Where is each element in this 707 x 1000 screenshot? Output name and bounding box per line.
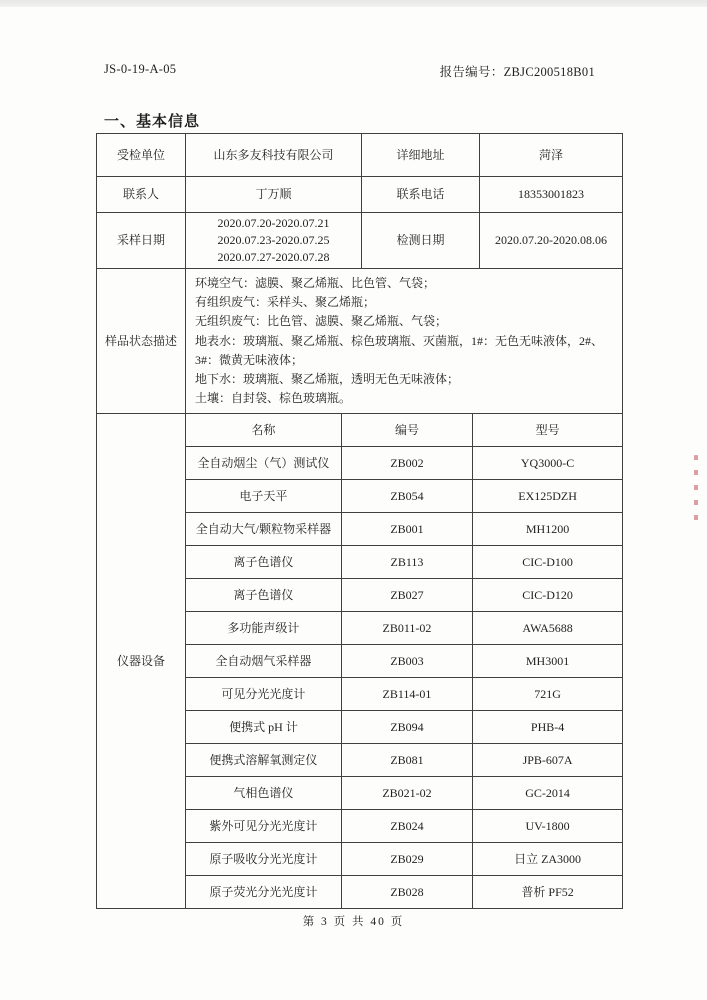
equipment-code-cell: ZB094 bbox=[341, 710, 472, 743]
column-header-code: 编号 bbox=[341, 414, 472, 446]
equipment-model-cell: AWA5688 bbox=[473, 611, 622, 644]
equipment-table-cell bbox=[186, 414, 623, 909]
equipment-model-cell: MH1200 bbox=[473, 512, 622, 545]
equipment-name-cell: 全自动大气/颗粒物采样器 bbox=[186, 512, 341, 545]
table-row bbox=[97, 269, 623, 414]
equipment-name-cell: 全自动烟尘（气）测试仪 bbox=[186, 446, 341, 479]
sample-status-line: 土壤：自封袋、棕色玻璃瓶。 bbox=[195, 391, 352, 406]
equipment-row bbox=[186, 842, 622, 875]
sampling-date-line: 2020.07.27-2020.07.28 bbox=[217, 250, 330, 265]
equipment-table bbox=[186, 414, 622, 908]
equipment-row bbox=[186, 611, 622, 644]
column-header-model: 型号 bbox=[473, 414, 622, 446]
sample-status-line: 无组织废气：比色管、滤膜、聚乙烯瓶、气袋； bbox=[195, 314, 448, 329]
equipment-name-cell: 原子吸收分光光度计 bbox=[186, 842, 341, 875]
row-label: 详细地址 bbox=[362, 134, 480, 177]
equipment-row bbox=[186, 809, 622, 842]
equipment-name-cell: 离子色谱仪 bbox=[186, 578, 341, 611]
sampling-date-line: 2020.07.20-2020.07.21 bbox=[217, 216, 330, 230]
column-header-name: 名称 bbox=[186, 414, 341, 446]
sample-status-line: 环境空气：滤膜、聚乙烯瓶、比色管、气袋； bbox=[195, 276, 436, 291]
equipment-model-cell: UV-1800 bbox=[473, 809, 622, 842]
equipment-model-cell: PHB-4 bbox=[473, 710, 622, 743]
equipment-model-cell: GC-2014 bbox=[473, 776, 622, 809]
document-header bbox=[104, 62, 595, 80]
equipment-row bbox=[186, 545, 622, 578]
sample-status-line: 有组织废气：采样头、聚乙烯瓶； bbox=[195, 295, 376, 310]
contact-name-value: 丁万顺 bbox=[186, 177, 362, 213]
equipment-name-cell: 全自动烟气采样器 bbox=[186, 644, 341, 677]
equipment-name-cell: 便携式 pH 计 bbox=[186, 710, 341, 743]
equipment-code-cell: ZB054 bbox=[341, 479, 472, 512]
equipment-row bbox=[186, 446, 622, 479]
row-label: 联系人 bbox=[97, 177, 186, 213]
equipment-name-cell: 便携式溶解氧测定仪 bbox=[186, 743, 341, 776]
equipment-model-cell: 721G bbox=[473, 677, 622, 710]
equipment-model-cell: EX125DZH bbox=[473, 479, 622, 512]
equipment-code-cell: ZB024 bbox=[341, 809, 472, 842]
address-value: 菏泽 bbox=[480, 134, 623, 177]
table-row bbox=[97, 213, 623, 269]
equipment-row bbox=[186, 479, 622, 512]
equipment-row bbox=[186, 776, 622, 809]
sampling-date-line: 2020.07.23-2020.07.25 bbox=[217, 233, 330, 248]
row-label: 受检单位 bbox=[97, 134, 186, 177]
equipment-code-cell: ZB081 bbox=[341, 743, 472, 776]
table-row bbox=[97, 414, 623, 909]
row-label: 联系电话 bbox=[362, 177, 480, 213]
row-label: 仪器设备 bbox=[97, 414, 186, 909]
red-stamp-edge-artifact bbox=[694, 455, 698, 527]
page-number: 第 3 页 共 40 页 bbox=[302, 916, 405, 928]
equipment-model-cell: 普析 PF52 bbox=[473, 875, 622, 908]
equipment-model-cell: 日立 ZA3000 bbox=[473, 842, 622, 875]
equipment-name-cell: 原子荧光分光光度计 bbox=[186, 875, 341, 908]
equipment-code-cell: ZB028 bbox=[341, 875, 472, 908]
equipment-code-cell: ZB114-01 bbox=[341, 677, 472, 710]
equipment-model-cell: CIC-D120 bbox=[473, 578, 622, 611]
equipment-code-cell: ZB003 bbox=[341, 644, 472, 677]
equipment-code-cell: ZB001 bbox=[341, 512, 472, 545]
equipment-row bbox=[186, 710, 622, 743]
basic-info-table bbox=[96, 133, 623, 909]
sampling-dates-value bbox=[186, 213, 362, 269]
report-number: 报告编号：ZBJC200518B01 bbox=[439, 65, 595, 79]
equipment-row bbox=[186, 512, 622, 545]
equipment-name-cell: 电子天平 bbox=[186, 479, 341, 512]
sample-status-line: 地下水：玻璃瓶、聚乙烯瓶，透明无色无味液体； bbox=[195, 372, 460, 387]
row-label: 样品状态描述 bbox=[97, 269, 186, 414]
table-row bbox=[97, 134, 623, 177]
row-label: 采样日期 bbox=[97, 213, 186, 269]
inspected-unit-value: 山东多友科技有限公司 bbox=[186, 134, 362, 177]
equipment-code-cell: ZB113 bbox=[341, 545, 472, 578]
table-row bbox=[97, 177, 623, 213]
equipment-name-cell: 紫外可见分光光度计 bbox=[186, 809, 341, 842]
equipment-model-cell: JPB-607A bbox=[473, 743, 622, 776]
equipment-name-cell: 可见分光光度计 bbox=[186, 677, 341, 710]
sample-status-text bbox=[186, 269, 623, 414]
row-label: 检测日期 bbox=[362, 213, 480, 269]
test-date-value: 2020.07.20-2020.08.06 bbox=[480, 213, 623, 269]
sample-status-line: 地表水：玻璃瓶、聚乙烯瓶、棕色玻璃瓶、灭菌瓶，1#：无色无味液体，2#、3#：微黄无味液体； bbox=[195, 333, 604, 367]
equipment-code-cell: ZB021-02 bbox=[341, 776, 472, 809]
scan-edge bbox=[0, 0, 707, 7]
contact-phone-value: 18353001823 bbox=[480, 177, 623, 213]
equipment-row bbox=[186, 875, 622, 908]
equipment-code-cell: ZB027 bbox=[341, 578, 472, 611]
equipment-row bbox=[186, 743, 622, 776]
equipment-model-cell: MH3001 bbox=[473, 644, 622, 677]
equipment-code-cell: ZB029 bbox=[341, 842, 472, 875]
equipment-table-body bbox=[186, 414, 622, 908]
doc-code: JS-0-19-A-05 bbox=[104, 62, 177, 76]
equipment-name-cell: 离子色谱仪 bbox=[186, 545, 341, 578]
equipment-row bbox=[186, 644, 622, 677]
section-title: 一、基本信息 bbox=[104, 114, 201, 130]
equipment-model-cell: CIC-D100 bbox=[473, 545, 622, 578]
equipment-model-cell: YQ3000-C bbox=[473, 446, 622, 479]
equipment-header-row bbox=[186, 414, 622, 446]
equipment-row bbox=[186, 578, 622, 611]
equipment-name-cell: 多功能声级计 bbox=[186, 611, 341, 644]
equipment-name-cell: 气相色谱仪 bbox=[186, 776, 341, 809]
equipment-row bbox=[186, 677, 622, 710]
equipment-code-cell: ZB011-02 bbox=[341, 611, 472, 644]
equipment-code-cell: ZB002 bbox=[341, 446, 472, 479]
